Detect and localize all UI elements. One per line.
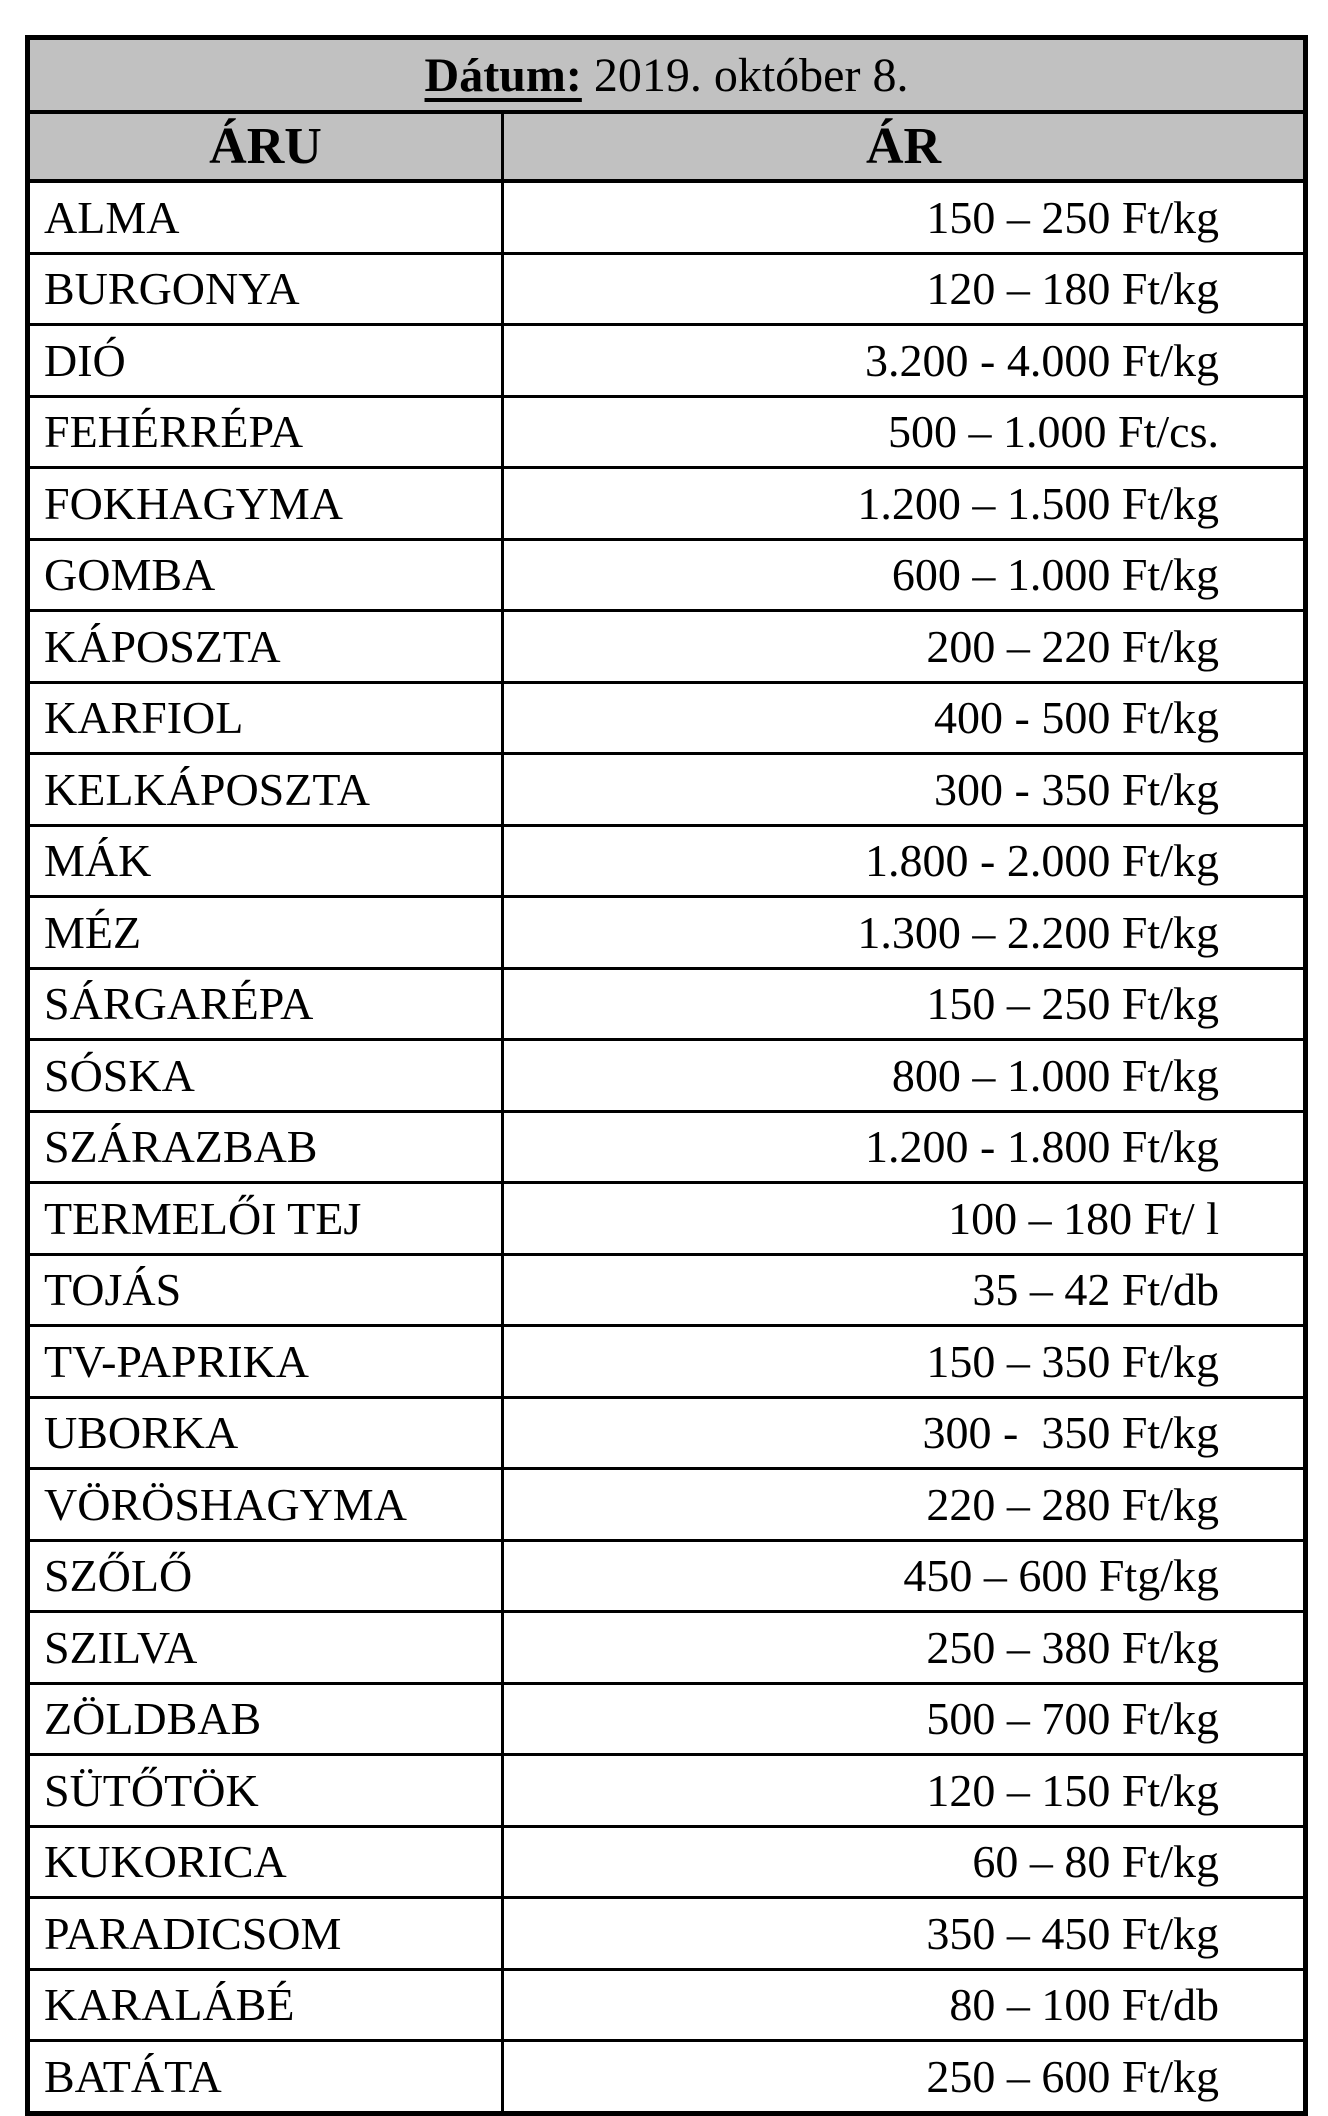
item-name: SZÁRAZBAB (28, 1111, 503, 1183)
item-price: 150 – 250 Ft/kg (503, 181, 1306, 253)
date-value: 2019. október 8. (581, 48, 909, 102)
item-name: BURGONYA (28, 253, 503, 325)
item-price: 250 – 380 Ft/kg (503, 1612, 1306, 1684)
table-row (28, 1755, 1306, 1827)
item-price: 500 – 1.000 Ft/cs. (503, 396, 1306, 468)
item-price: 500 – 700 Ft/kg (503, 1683, 1306, 1755)
item-name: ALMA (28, 181, 503, 253)
item-name: KELKÁPOSZTA (28, 754, 503, 826)
item-price: 400 - 500 Ft/kg (503, 682, 1306, 754)
item-price: 250 – 600 Ft/kg (503, 2041, 1306, 2114)
item-price: 1.300 – 2.200 Ft/kg (503, 897, 1306, 969)
item-price: 3.200 - 4.000 Ft/kg (503, 325, 1306, 397)
table-row (28, 1326, 1306, 1398)
item-price: 1.800 - 2.000 Ft/kg (503, 825, 1306, 897)
item-price: 300 - 350 Ft/kg (503, 1397, 1306, 1469)
item-price: 80 – 100 Ft/db (503, 1969, 1306, 2041)
item-price: 120 – 150 Ft/kg (503, 1755, 1306, 1827)
item-price: 100 – 180 Ft/ l (503, 1183, 1306, 1255)
item-name: DIÓ (28, 325, 503, 397)
item-price: 200 – 220 Ft/kg (503, 611, 1306, 683)
item-price: 60 – 80 Ft/kg (503, 1826, 1306, 1898)
item-price: 1.200 - 1.800 Ft/kg (503, 1111, 1306, 1183)
item-price: 800 – 1.000 Ft/kg (503, 1040, 1306, 1112)
item-price: 1.200 – 1.500 Ft/kg (503, 468, 1306, 540)
column-header-price: ÁR (503, 112, 1306, 181)
table-row (28, 754, 1306, 826)
table-row (28, 1540, 1306, 1612)
item-price: 300 - 350 Ft/kg (503, 754, 1306, 826)
table-row (28, 1683, 1306, 1755)
table-row (28, 2041, 1306, 2114)
item-name: KUKORICA (28, 1826, 503, 1898)
item-name: MÉZ (28, 897, 503, 969)
item-price: 220 – 280 Ft/kg (503, 1469, 1306, 1541)
item-price: 120 – 180 Ft/kg (503, 253, 1306, 325)
table-row (28, 1612, 1306, 1684)
table-row (28, 1898, 1306, 1970)
item-price: 150 – 350 Ft/kg (503, 1326, 1306, 1398)
item-name: VÖRÖSHAGYMA (28, 1469, 503, 1541)
item-name: SÜTŐTÖK (28, 1755, 503, 1827)
table-row (28, 611, 1306, 683)
table-row (28, 1111, 1306, 1183)
item-name: PARADICSOM (28, 1898, 503, 1970)
table-row (28, 1254, 1306, 1326)
item-name: KARFIOL (28, 682, 503, 754)
table-row (28, 825, 1306, 897)
item-name: SÓSKA (28, 1040, 503, 1112)
item-price: 150 – 250 Ft/kg (503, 968, 1306, 1040)
table-row (28, 682, 1306, 754)
header-row (28, 112, 1306, 181)
price-table (25, 35, 1308, 2116)
column-header-item: ÁRU (28, 112, 503, 181)
item-name: TOJÁS (28, 1254, 503, 1326)
item-name: TERMELŐI TEJ (28, 1183, 503, 1255)
item-name: UBORKA (28, 1397, 503, 1469)
item-name: MÁK (28, 825, 503, 897)
item-price: 450 – 600 Ftg/kg (503, 1540, 1306, 1612)
table-row (28, 468, 1306, 540)
table-row (28, 1040, 1306, 1112)
item-name: FOKHAGYMA (28, 468, 503, 540)
table-title (28, 38, 1306, 113)
table-row (28, 1826, 1306, 1898)
table-row (28, 539, 1306, 611)
item-name: FEHÉRRÉPA (28, 396, 503, 468)
item-name: ZÖLDBAB (28, 1683, 503, 1755)
table-row (28, 1469, 1306, 1541)
table-row (28, 396, 1306, 468)
item-name: BATÁTA (28, 2041, 503, 2114)
date-label: Dátum: (424, 48, 582, 102)
item-price: 350 – 450 Ft/kg (503, 1898, 1306, 1970)
table-row (28, 1969, 1306, 2041)
item-price: 35 – 42 Ft/db (503, 1254, 1306, 1326)
item-name: SZILVA (28, 1612, 503, 1684)
item-name: TV-PAPRIKA (28, 1326, 503, 1398)
table-row (28, 253, 1306, 325)
item-name: SZŐLŐ (28, 1540, 503, 1612)
table-row (28, 181, 1306, 253)
table-row (28, 1397, 1306, 1469)
table-body (28, 181, 1306, 2113)
item-name: GOMBA (28, 539, 503, 611)
table-row (28, 1183, 1306, 1255)
table-row (28, 968, 1306, 1040)
item-name: KARALÁBÉ (28, 1969, 503, 2041)
item-name: KÁPOSZTA (28, 611, 503, 683)
title-row (28, 38, 1306, 113)
item-price: 600 – 1.000 Ft/kg (503, 539, 1306, 611)
table-row (28, 897, 1306, 969)
item-name: SÁRGARÉPA (28, 968, 503, 1040)
table-row (28, 325, 1306, 397)
